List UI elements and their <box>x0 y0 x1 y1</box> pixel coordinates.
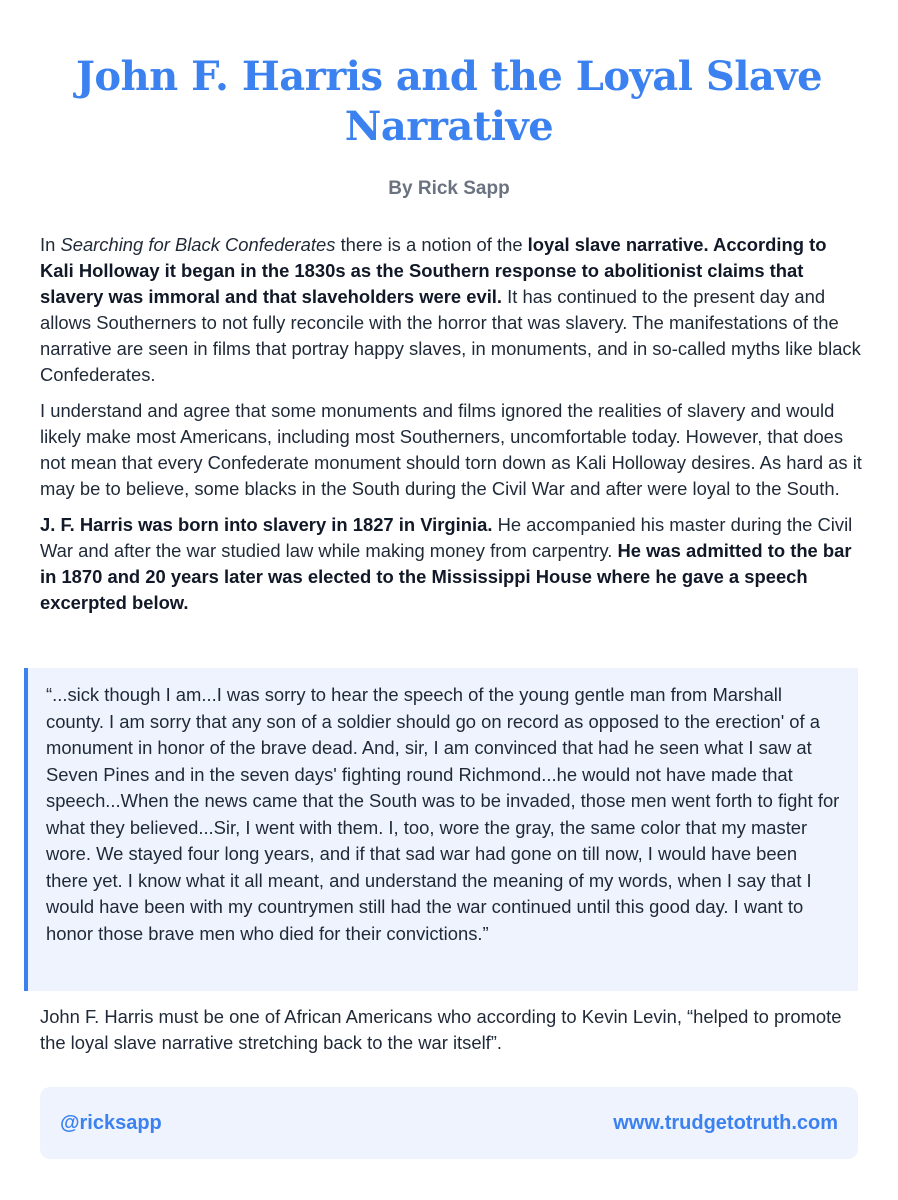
paragraph-intro <box>40 232 864 388</box>
footer-bar <box>40 1087 858 1159</box>
article-body <box>40 232 864 626</box>
paragraph-monuments: I understand and agree that some monuments and films ignored the realities of slavery and would likely make most Americans, including most Southerners, uncomfortable today. However, that does not mean that every Confederate monument should torn down as Kali Holloway desires. As hard as it may be to believe, some blacks in the South during the Civil War and after were loyal to the South. <box>40 400 862 499</box>
paragraph-harris-bold-2: He was admitted to the bar in 1870 and 20 years later was elected to the Mississippi House where he gave a speech excerpted below. <box>40 540 852 613</box>
author-handle: @ricksapp <box>60 1111 162 1134</box>
byline: By Rick Sapp <box>388 178 510 199</box>
paragraph-intro-text-1: In <box>40 234 61 255</box>
paragraph-harris-bio <box>40 512 864 616</box>
book-title: Searching for Black Confederates <box>60 234 336 255</box>
paragraph-intro-text-3: It has continued to the present day and allows Southerners to not fully reconcile with the horror that was slavery. The manifestations of the narrative are seen in films that portray happy slaves, in monuments, and in so-called myths like black Confederates. <box>40 286 861 385</box>
speech-quote <box>24 668 858 991</box>
website-link[interactable]: www.trudgetotruth.com <box>613 1111 838 1134</box>
paragraph-intro-bold: loyal slave narrative. According to Kali Holloway it began in the 1830s as the Southern response to abolitionist claims that slavery was immoral and that slaveholders were evil. <box>40 234 827 307</box>
paragraph-harris-bold-1: J. F. Harris was born into slavery in 1827 in Virginia. <box>40 514 493 535</box>
article-title: John F. Harris and the Loyal Slave Narrative <box>75 53 823 150</box>
closing-paragraph: John F. Harris must be one of African Americans who according to Kevin Levin, “helped to promote the loyal slave narrative stretching back to the war itself”. <box>40 1006 842 1053</box>
paragraph-intro-text-2: there is a notion of the <box>335 234 528 255</box>
speech-quote-text: “...sick though I am...I was sorry to hear the speech of the young gentle man from Marshall county. I am sorry that any son of a soldier should go on record as opposed to the erection' of a monument in honor of the brave dead. And, sir, I am convinced that had he seen what I saw at Seven Pines and in the seven days' fighting round Richmond...he would not have made that speech...When the news came that the South was to be invaded, those men went forth to fight for what they believed...Sir, I went with them. I, too, wore the gray, the same color that my master wore. We stayed four long years, and if that sad war had gone on till now, I would have been there yet. I know what it all meant, and understand the meaning of my words, when I say that I would have been with my countrymen still had the war continued until this good day. I want to honor those brave men who died for their convictions.” <box>46 684 840 944</box>
paragraph-harris-text: He accompanied his master during the Civil War and after the war studied law while making money from carpentry. <box>40 514 853 561</box>
